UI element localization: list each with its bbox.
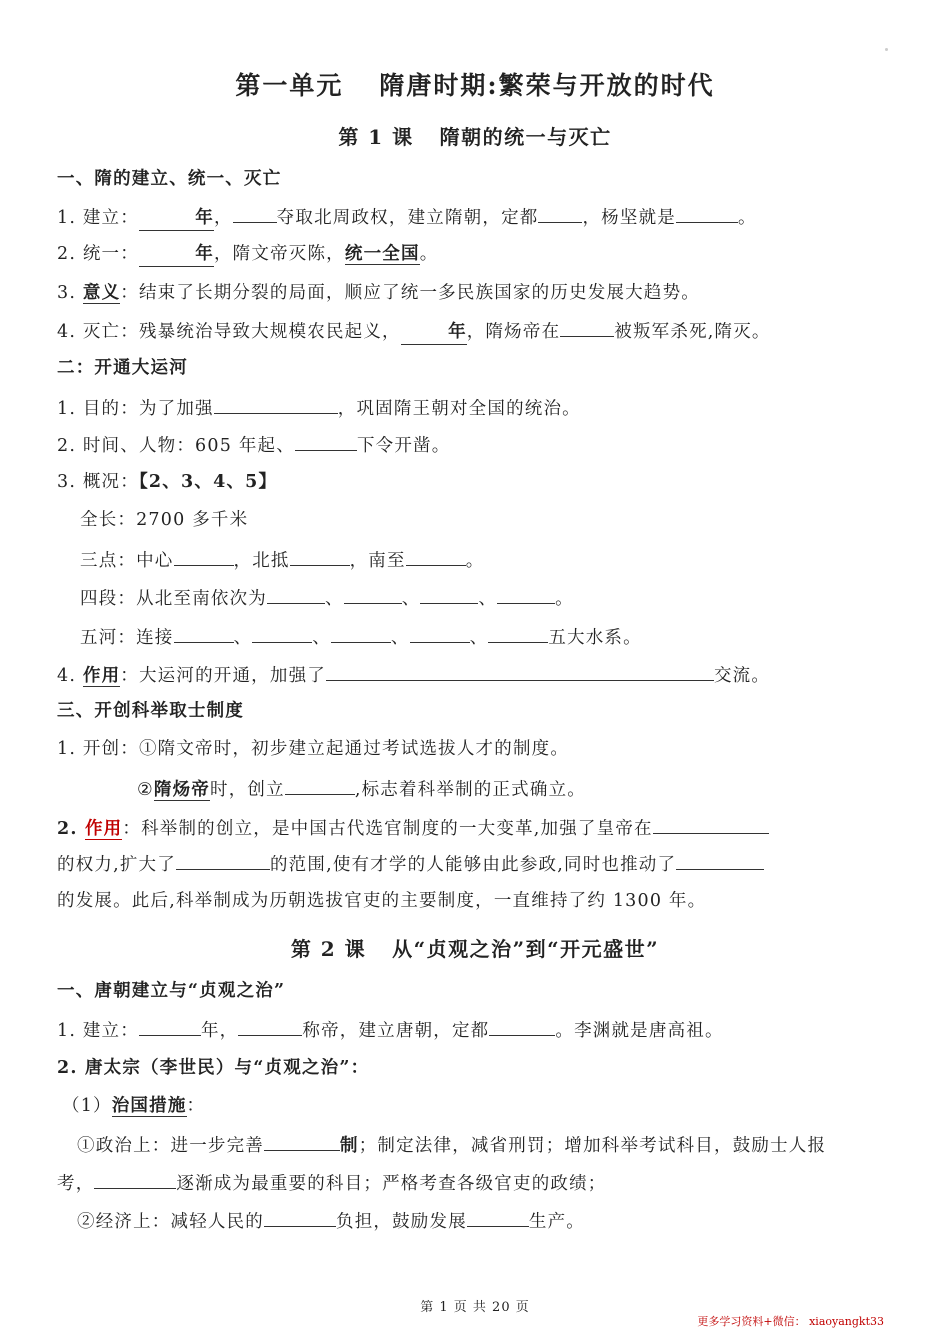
text: 生产。: [528, 1212, 586, 1232]
text: ，北抵: [233, 551, 290, 571]
text: 交流。: [713, 666, 771, 686]
separator: 、: [312, 628, 331, 648]
blank[interactable]: [252, 624, 312, 643]
text-line: [57, 1170, 607, 1196]
key-term: 制: [340, 1136, 359, 1156]
lesson-2-title: [0, 933, 950, 962]
text: ：结束了长期分裂的局面，顺应了统一多民族国家的历史发展大趋势。: [120, 283, 700, 303]
line-lead: 四段：从北至南依次为: [80, 589, 267, 609]
text-line: [57, 318, 771, 345]
separator: 、: [325, 589, 344, 609]
text: 下令开凿。: [356, 436, 451, 456]
text-line: [77, 1208, 585, 1234]
blank[interactable]: [410, 624, 470, 643]
blank[interactable]: [676, 851, 764, 870]
blank[interactable]: [331, 624, 391, 643]
line-lead: 五河：连接: [80, 628, 174, 648]
blank-year[interactable]: 年: [401, 320, 467, 345]
blank[interactable]: [653, 815, 769, 834]
key-term: 治国措施: [111, 1096, 187, 1116]
text-line: [57, 432, 450, 458]
text-line: [77, 1132, 826, 1158]
blank[interactable]: [560, 318, 614, 337]
text: 。: [419, 244, 439, 264]
text-line: [57, 815, 769, 841]
promo-text: 更多学习资料+微信： xiaoyangkt33: [697, 1315, 884, 1328]
text: 五大水系。: [548, 628, 642, 648]
line-lead: 的权力,扩大了: [57, 855, 176, 875]
lesson-name: 从“贞观之治”到“开元盛世”: [392, 937, 660, 961]
text: 逐渐成为最重要的科目；严格考查各级官吏的政绩；: [176, 1174, 607, 1194]
line-lead: 4.: [57, 666, 83, 686]
blank[interactable]: [264, 1208, 336, 1227]
blank[interactable]: [94, 1170, 176, 1189]
separator: 、: [469, 628, 489, 648]
unit-title-text: 隋唐时期:繁荣与开放的时代: [379, 71, 715, 100]
text: ；制定法律，减省刑罚；增加科举考试科目，鼓励士人报: [358, 1136, 827, 1156]
line-lead: 2.: [57, 819, 85, 839]
blank[interactable]: [488, 624, 548, 643]
line-lead: 2. 时间、人物：605 年起、: [57, 436, 295, 456]
section-heading: 一、隋的建立、统一、灭亡: [57, 169, 282, 189]
separator: 、: [390, 628, 410, 648]
line-lead: ②经济上：减轻人民的: [77, 1212, 264, 1232]
text-line: [57, 204, 757, 231]
blank-year[interactable]: 年: [139, 242, 214, 267]
speck: [885, 48, 888, 51]
text: ，巩固隋王朝对全国的统治。: [337, 399, 581, 419]
text: ，南至: [349, 551, 406, 571]
blank[interactable]: [233, 204, 277, 223]
text: 负担，鼓励发展: [336, 1212, 467, 1232]
text-line: [57, 395, 581, 421]
blank[interactable]: [326, 662, 714, 681]
blank[interactable]: [406, 547, 466, 566]
text: ：大运河的开通，加强了: [120, 666, 326, 686]
line-lead: 3.: [57, 283, 83, 303]
line-lead: 2. 统一：: [57, 244, 139, 264]
blank[interactable]: [285, 776, 355, 795]
text: 年，: [200, 1021, 239, 1041]
text: ：: [186, 1096, 206, 1116]
section-heading: 三、开创科举取士制度: [57, 701, 244, 721]
text-line: [80, 624, 642, 650]
unit-label: 第一单元: [235, 71, 344, 100]
blank-year[interactable]: 年: [139, 206, 214, 231]
key-term: 隋炀帝: [153, 780, 210, 800]
text: 的范围,使有才学的人能够由此参政,同时也推动了: [269, 855, 677, 875]
text-line: 全长：2700 多千米: [80, 510, 249, 530]
line-lead: 1. 目的：为了加强: [57, 399, 214, 419]
blank[interactable]: [214, 395, 338, 414]
text-line: [80, 547, 484, 573]
key-term: 作用: [82, 666, 121, 686]
section-heading: 二：开通大运河: [57, 358, 188, 378]
page-number: 第 1 页 共 20 页: [420, 1300, 530, 1315]
blank[interactable]: [295, 432, 357, 451]
text: 称帝，建立唐朝，定都: [302, 1021, 490, 1041]
line-lead: 4. 灭亡：残暴统治导致大规模农民起义，: [57, 322, 401, 342]
blank[interactable]: [267, 585, 325, 604]
blank[interactable]: [344, 585, 402, 604]
blank[interactable]: [489, 1017, 555, 1036]
line-lead: 3. 概况：: [57, 472, 139, 492]
blank[interactable]: [676, 204, 738, 223]
text-line: [57, 662, 770, 688]
separator: 、: [233, 628, 253, 648]
text-line: [62, 1094, 205, 1118]
text: 。: [465, 551, 485, 571]
blank[interactable]: [264, 1132, 340, 1151]
text: ,标志着科举制的正式确立。: [354, 780, 586, 800]
text: ，隋文帝灭陈，: [213, 244, 345, 264]
text: 。李渊就是唐高祖。: [555, 1021, 724, 1041]
line-lead: ①政治上：进一步完善: [77, 1136, 264, 1156]
line-lead: （1）: [62, 1096, 112, 1116]
text-line: [80, 585, 574, 611]
blank[interactable]: [420, 585, 478, 604]
blank[interactable]: [538, 204, 582, 223]
text: ，: [213, 208, 233, 228]
line-lead: ②: [137, 780, 154, 800]
text: 时，创立: [210, 780, 285, 800]
blank[interactable]: [139, 1017, 201, 1036]
text-line: [57, 1017, 724, 1043]
blank[interactable]: [467, 1208, 529, 1227]
line-lead: 三点：中心: [80, 551, 174, 571]
text: 。: [555, 589, 574, 609]
separator: 、: [401, 589, 421, 609]
blank[interactable]: [174, 624, 234, 643]
text: 。: [737, 208, 757, 228]
lesson-number: 第 1 课: [338, 125, 414, 149]
text-line: 2. 唐太宗（李世民）与“贞观之治”：: [57, 1058, 370, 1078]
lesson-name: 隋朝的统一与灭亡: [439, 125, 612, 149]
section-heading: 一、唐朝建立与“贞观之治”: [57, 981, 286, 1001]
blank[interactable]: [176, 851, 270, 870]
lesson-number: 第 2 课: [290, 937, 367, 961]
text-line: [57, 242, 438, 267]
text-line: [57, 281, 700, 305]
blank[interactable]: [174, 547, 234, 566]
text-line: [137, 776, 586, 802]
key-term: 意义: [82, 283, 121, 303]
text-line: [57, 470, 277, 494]
text: ，杨坚就是: [582, 208, 676, 228]
bracket-note: 【2、3、4、5】: [138, 472, 278, 492]
text: 夺取北周政权，建立隋朝，定都: [276, 208, 539, 228]
text: 被叛军杀死,隋灭。: [614, 322, 771, 342]
blank[interactable]: [238, 1017, 302, 1036]
key-term: 统一全国: [344, 244, 420, 264]
line-lead: 考，: [57, 1174, 95, 1194]
text: ：科举制的创立，是中国古代选官制度的一大变革,加强了皇帝在: [122, 819, 653, 839]
line-lead: 1. 建立：: [57, 208, 139, 228]
key-term-red: 作用: [84, 819, 123, 839]
text-line: 的发展。此后,科举制成为历朝选拔官吏的主要制度，一直维持了约 1300 年。: [57, 891, 707, 911]
line-lead: 1. 建立：: [57, 1021, 139, 1041]
blank[interactable]: [290, 547, 350, 566]
blank[interactable]: [497, 585, 555, 604]
text-line: [57, 851, 764, 877]
lesson-1-title: [0, 121, 950, 150]
text: ，隋炀帝在: [466, 322, 561, 342]
unit-title: [0, 66, 950, 102]
text-line: 1. 开创：①隋文帝时，初步建立起通过考试选拔人才的制度。: [57, 739, 570, 759]
separator: 、: [478, 589, 498, 609]
